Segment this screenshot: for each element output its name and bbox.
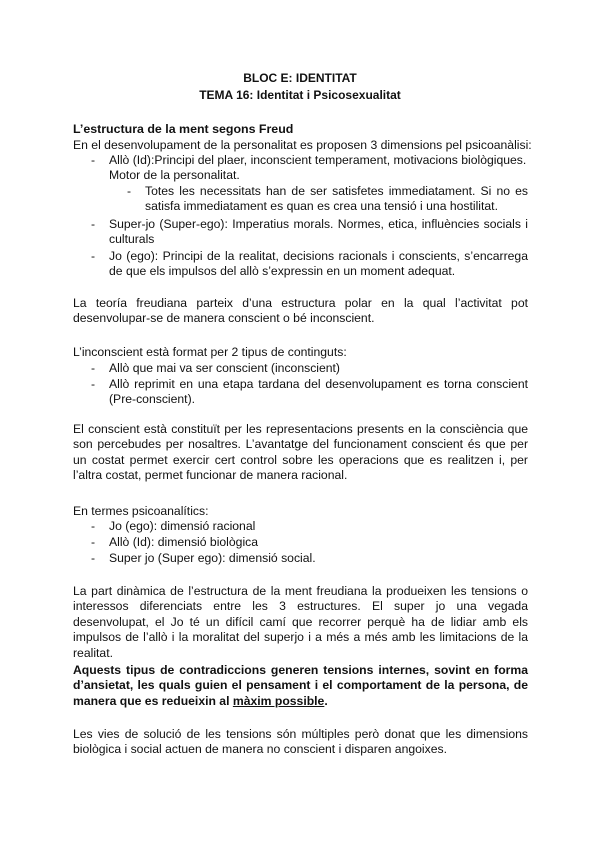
unconscious-intro: L’inconscient està format per 2 tipus de continguts:	[73, 345, 347, 359]
section-heading: L’estructura de la ment segons Freud	[73, 122, 294, 136]
list-item-ego-rational: Jo (ego): dimensió racional	[109, 519, 256, 533]
list-item-id: Allò (Id):Principi del plaer, inconscient temperament, motivacions biològiques. Motor de la personalitat.	[109, 153, 527, 183]
paragraph-bold	[73, 663, 528, 709]
paragraph-bold-end: .	[324, 693, 328, 708]
list-dash: -	[91, 535, 96, 549]
list-dash: -	[91, 361, 96, 375]
block-title: BLOC E: IDENTITAT	[243, 71, 357, 85]
list-item-preconscious: Allò reprimit en una etapa tardana del desenvolupament es torna conscient (Pre-conscient).	[109, 377, 528, 407]
list-dash: -	[91, 249, 96, 263]
list-item-id-biological: Allò (Id): dimensió biològica	[109, 535, 259, 549]
topic-title: TEMA 16: Identitat i Psicosexualitat	[199, 88, 401, 102]
list-dash: -	[91, 153, 96, 167]
dimensions-list	[0, 153, 600, 288]
list-dash: -	[91, 217, 96, 231]
paragraph-bold-main: Aquests tipus de contradiccions generen tensions internes, sovint en forma d’ansietat, les quals guien el pensament i el comportament de la persona, de manera que es redueixin al	[73, 663, 528, 708]
psychoanalytic-list	[0, 519, 600, 569]
paragraph-conscious: El conscient està constituït per les representacions presents en la consciència que son percebudes per nosaltres. L’avantatge del funcionament conscient és que per un costat permet exercir cert control sobre les operacions que es realitzen i, per l’altra costat, permet funcionar de manera racional.	[73, 422, 528, 483]
unconscious-list	[0, 361, 600, 409]
list-dash: -	[91, 551, 96, 565]
list-dash: -	[127, 184, 132, 198]
psychoanalytic-intro: En termes psicoanalítics:	[73, 504, 209, 518]
paragraph-polar: La teoría freudiana parteix d’una estructura polar en la qual l’activitat pot desenvolupar-se de manera conscient o bé inconscient.	[73, 296, 528, 326]
list-item-ego: Jo (ego): Principi de la realitat, decisions racionals i conscients, s’encarrega de que els impulsos del allò s’expressin en un moment adequat.	[109, 249, 528, 279]
paragraph-dynamic: La part dinàmica de l’estructura de la ment freudiana la produeixen les tensions o interessos diferenciats entre les 3 estructures. El super jo una vegada desenvolupat, el Jo té un difícil camí que recorrer perquè ha de lidiar amb els impulsos de l’allò i la moralitat del superjo i a més a més amb les limitacions de la realitat.	[73, 584, 528, 660]
list-item-unconscious: Allò que mai va ser conscient (inconscient)	[109, 361, 340, 375]
paragraph-bold-underlined: màxim possible	[232, 693, 325, 708]
intro-line: En el desenvolupament de la personalitat es proposen 3 dimensions pel psicoanàlisi:	[73, 138, 532, 152]
list-item-superego-social: Super jo (Super ego): dimensió social.	[109, 551, 316, 565]
list-dash: -	[91, 519, 96, 533]
list-dash: -	[91, 377, 96, 391]
paragraph-final: Les vies de solució de les tensions són múltiples però donat que les dimensions biològica i social actuen de manera no conscient i disparen angoixes.	[73, 727, 528, 757]
list-item-superego: Super-jo (Super-ego): Imperatius morals. Normes, etica, influències socials i culturals	[109, 217, 528, 247]
sublist-item-needs: Totes les necessitats han de ser satisfetes immediatament. Si no es satisfa immediatament es quan es crea una tensió i una hostilitat.	[145, 184, 528, 214]
